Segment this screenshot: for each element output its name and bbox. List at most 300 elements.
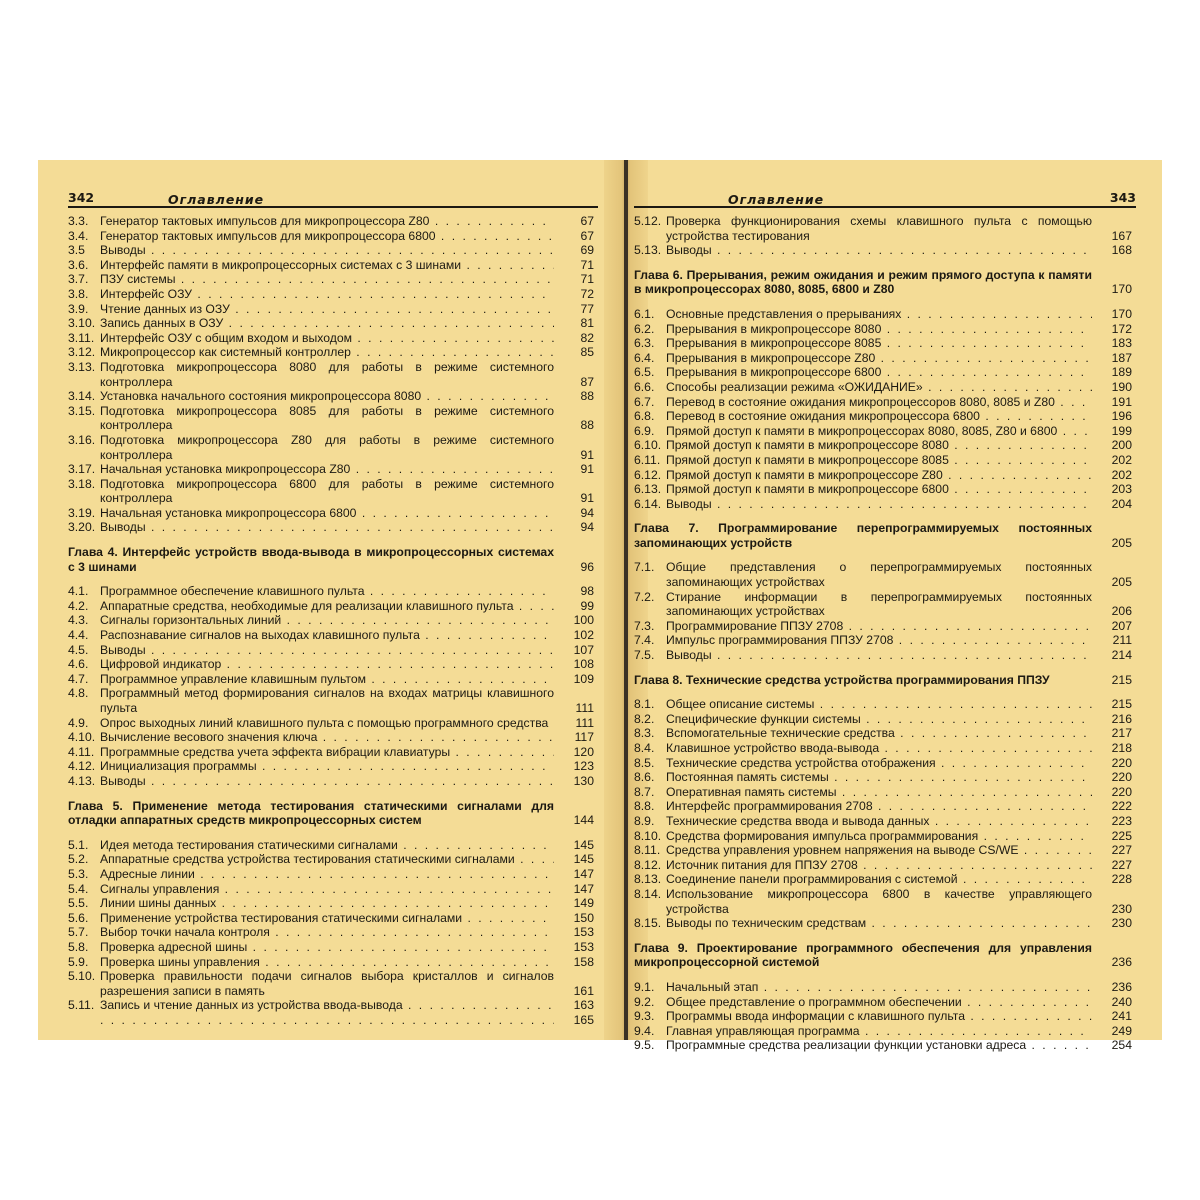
- section-title: Средства формирования импульса программирования . . .: [666, 829, 1092, 844]
- toc-entry: [634, 843, 1136, 858]
- chapter-page-number: 144: [573, 813, 594, 828]
- section-title: Подготовка микропроцессора 8080 для работы в режиме системного контроллера: [100, 359, 554, 389]
- section-page-number: 161: [573, 983, 594, 998]
- section-title: Общие представления о перепрограммируемых постоянных запоминающих устройствах: [666, 560, 1092, 590]
- section-number: 6.14.: [634, 496, 662, 511]
- section-number: 4.8.: [68, 686, 89, 701]
- section-title: Начальная установка микропроцессора 6800 . . .: [100, 506, 554, 521]
- toc-entry: [68, 774, 598, 789]
- section-title: Сигналы управления . . .: [100, 882, 554, 897]
- toc-entry: [68, 599, 598, 614]
- section-number: 4.6.: [68, 657, 89, 672]
- section-title: [100, 1013, 554, 1028]
- toc-entry: [68, 657, 598, 672]
- chapter-title: Глава 6. Прерывания, режим ожидания и режим прямого доступа к памяти в микропроцессорах 8080, 8085, 6800 и Z80: [634, 267, 1092, 297]
- section-number: 5.4.: [68, 881, 89, 896]
- section-title: Прерывания в микропроцессоре 8080 . . .: [666, 322, 1092, 337]
- section-number: 3.20.: [68, 520, 96, 535]
- section-title: Подготовка микропроцессора 8085 для работы в режиме системного контроллера: [100, 403, 554, 433]
- section-page-number: 158: [573, 954, 594, 969]
- section-title: Запись данных в ОЗУ . . .: [100, 316, 554, 331]
- section-number: 5.12.: [634, 214, 662, 228]
- section-number: 4.10.: [68, 730, 96, 745]
- section-number: 6.6.: [634, 379, 655, 394]
- section-page-number: 111: [575, 701, 594, 715]
- section-page-number: 204: [1111, 496, 1132, 511]
- section-page-number: 217: [1111, 726, 1132, 741]
- section-title: Технические средства устройства отображения . . .: [666, 756, 1092, 771]
- section-number: 5.6.: [68, 910, 89, 925]
- toc-entry: [634, 712, 1136, 727]
- section-number: 3.9.: [68, 301, 89, 316]
- section-title: Выводы . . .: [666, 648, 1092, 663]
- section-title: Выводы . . .: [666, 497, 1092, 512]
- section-number: 5.13.: [634, 243, 662, 258]
- section-title: Подготовка микропроцессора Z80 для работы в режиме системного контроллера: [100, 432, 554, 462]
- section-number: 5.10.: [68, 969, 96, 984]
- section-page-number: 183: [1111, 336, 1132, 351]
- toc-entry: [68, 955, 598, 970]
- toc-entry: [634, 560, 1136, 589]
- toc-entry: [68, 272, 598, 287]
- section-number: 4.12.: [68, 759, 96, 774]
- toc-entry: [634, 887, 1136, 916]
- section-title: Начальная установка микропроцессора Z80 . . .: [100, 462, 554, 477]
- section-title: Источник питания для ППЗУ 2708 . . .: [666, 858, 1092, 873]
- section-number: 8.15.: [634, 916, 662, 931]
- toc-entry: [634, 307, 1136, 322]
- section-title: Выбор точки начала контроля . . .: [100, 925, 554, 940]
- section-number: 6.1.: [634, 306, 655, 321]
- section-number: 8.2.: [634, 711, 655, 726]
- section-number: 5.2.: [68, 852, 89, 867]
- section-title: Генератор тактовых импульсов для микропроцессора Z80 . . .: [100, 214, 554, 229]
- toc-entry: [634, 995, 1136, 1010]
- section-page-number: 216: [1111, 711, 1132, 726]
- toc-entry: [68, 672, 598, 687]
- section-page-number: 91: [580, 447, 594, 462]
- section-page-number: 230: [1111, 901, 1132, 916]
- section-number: 4.11.: [68, 744, 95, 759]
- section-number: 3.11.: [68, 330, 95, 345]
- section-page-number: 163: [573, 998, 594, 1013]
- section-title: Основные представления о прерываниях . . .: [666, 307, 1092, 322]
- toc-entry: [634, 756, 1136, 771]
- section-title: Прямой доступ к памяти в микропроцессоре 8085 . . .: [666, 453, 1092, 468]
- right-page: [634, 188, 1136, 1053]
- section-page-number: 99: [580, 598, 594, 613]
- section-page-number: 215: [1111, 697, 1132, 712]
- section-page-number: 241: [1111, 1009, 1132, 1024]
- section-number: 9.3.: [634, 1009, 655, 1024]
- toc-entry: [68, 745, 598, 760]
- section-number: 8.8.: [634, 799, 655, 814]
- section-page-number: 220: [1111, 784, 1132, 799]
- toc-entry: [68, 584, 598, 599]
- toc-entry: [634, 697, 1136, 712]
- toc-entry: [634, 497, 1136, 512]
- toc-entry: [68, 867, 598, 882]
- section-number: 6.10.: [634, 438, 662, 453]
- right-toc: [634, 214, 1136, 1053]
- section-number: 9.1.: [634, 979, 655, 994]
- section-title: Подготовка микропроцессора 6800 для работы в режиме системного контроллера: [100, 476, 554, 506]
- chapter-page-number: 96: [580, 559, 594, 574]
- section-number: 6.2.: [634, 321, 655, 336]
- section-page-number: 87: [580, 374, 594, 389]
- section-number: 7.1.: [634, 560, 655, 575]
- section-page-number: 207: [1111, 618, 1132, 633]
- section-page-number: 225: [1111, 828, 1132, 843]
- section-page-number: 202: [1111, 467, 1132, 482]
- section-title: Распознавание сигналов на выходах клавишного пульта . . .: [100, 628, 554, 643]
- section-title: Начальный этап . . .: [666, 980, 1092, 995]
- section-page-number: 240: [1111, 994, 1132, 1009]
- section-number: 3.16.: [68, 432, 96, 447]
- section-number: 3.17.: [68, 462, 96, 477]
- section-page-number: 123: [573, 759, 594, 774]
- toc-entry: [68, 520, 598, 535]
- toc-entry: [634, 365, 1136, 380]
- section-number: 4.1.: [68, 584, 89, 599]
- section-number: 5.3.: [68, 866, 89, 881]
- section-number: 3.5: [68, 243, 85, 258]
- section-page-number: 172: [1111, 321, 1132, 336]
- left-page-header: [68, 188, 598, 208]
- toc-entry: [634, 482, 1136, 497]
- section-title: Постоянная память системы . . .: [666, 770, 1092, 785]
- section-number: 6.4.: [634, 350, 655, 365]
- section-page-number: 203: [1111, 482, 1132, 497]
- section-title: Прямой доступ к памяти в микропроцессорах 8080, 8085, Z80 и 6800 . . .: [666, 424, 1092, 439]
- section-number: 6.12.: [634, 467, 662, 482]
- section-number: 8.1.: [634, 697, 655, 712]
- toc-entry: [634, 829, 1136, 844]
- toc-entry: [68, 628, 598, 643]
- section-title: Проверка правильности подачи сигналов выбора кристаллов и сигналов разрешения записи в память: [100, 969, 554, 998]
- section-page-number: 147: [573, 866, 594, 881]
- section-title: Программные средства учета эффекта вибрации клавиатуры . . .: [100, 745, 554, 760]
- toc-entry: [68, 730, 598, 745]
- section-page-number: 94: [580, 505, 594, 520]
- section-page-number: 117: [574, 730, 594, 745]
- toc-entry: [68, 258, 598, 273]
- section-page-number: 170: [1111, 306, 1132, 321]
- section-page-number: 91: [580, 462, 594, 477]
- section-page-number: 191: [1111, 394, 1132, 409]
- toc-entry: [68, 462, 598, 477]
- section-page-number: 236: [1111, 979, 1132, 994]
- chapter-page-number: 215: [1111, 672, 1132, 687]
- section-number: 3.15.: [68, 403, 96, 418]
- section-page-number: 71: [580, 272, 594, 287]
- left-toc: [68, 214, 598, 1027]
- section-page-number: 249: [1111, 1023, 1132, 1038]
- section-page-number: 94: [580, 520, 594, 535]
- left-page-number: 342: [68, 190, 95, 205]
- section-title: Вспомогательные технические средства . . .: [666, 726, 1092, 741]
- toc-entry: [634, 453, 1136, 468]
- section-title: Перевод в состояние ожидания микропроцессора 6800 . . .: [666, 409, 1092, 424]
- section-page-number: 220: [1111, 770, 1132, 785]
- toc-entry: [634, 799, 1136, 814]
- section-page-number: 220: [1111, 755, 1132, 770]
- section-page-number: 107: [573, 642, 594, 657]
- toc-entry: [68, 998, 598, 1013]
- section-title: Программный метод формирования сигналов на входах матрицы клавишного пульта: [100, 686, 554, 715]
- toc-entry: [634, 916, 1136, 931]
- toc-entry: [68, 969, 598, 998]
- section-page-number: 81: [580, 316, 594, 331]
- section-page-number: 77: [580, 301, 594, 316]
- toc-entry: [68, 940, 598, 955]
- section-page-number: 145: [573, 837, 594, 852]
- section-number: 8.5.: [634, 755, 655, 770]
- section-title: Интерфейс памяти в микропроцессорных системах с 3 шинами . . .: [100, 258, 554, 273]
- section-number: 8.4.: [634, 741, 655, 755]
- toc-entry: [634, 214, 1136, 243]
- section-number: 4.7.: [68, 671, 89, 686]
- section-title: Оперативная память системы . . .: [666, 785, 1092, 800]
- section-number: 5.1.: [68, 837, 89, 852]
- section-number: 3.18.: [68, 476, 96, 491]
- section-page-number: 222: [1111, 799, 1132, 814]
- section-number: 6.3.: [634, 336, 655, 351]
- toc-entry: [634, 590, 1136, 619]
- section-page-number: 98: [580, 584, 594, 599]
- section-number: 6.13.: [634, 482, 662, 497]
- toc-entry: [68, 287, 598, 302]
- toc-entry: [634, 336, 1136, 351]
- section-number: 3.13.: [68, 359, 96, 374]
- toc-entry: [634, 395, 1136, 410]
- section-page-number: 200: [1111, 438, 1132, 453]
- section-title: Прерывания в микропроцессоре Z80 . . .: [666, 351, 1092, 366]
- toc-entry: [68, 1013, 598, 1028]
- section-number: 9.2.: [634, 994, 655, 1009]
- section-title: Проверка адресной шины . . .: [100, 940, 554, 955]
- toc-entry: [68, 243, 598, 258]
- section-title: Проверка функционирования схемы клавишного пульта с помощью устройства тестирования: [666, 214, 1092, 243]
- section-title: Прямой доступ к памяти в микропроцессоре Z80 . . .: [666, 468, 1092, 483]
- chapter-page-number: 205: [1111, 535, 1132, 550]
- section-title: Применение устройства тестирования статическими сигналами . . .: [100, 911, 554, 926]
- toc-entry: [68, 896, 598, 911]
- section-title: Выводы . . .: [100, 243, 554, 258]
- section-number: 4.4.: [68, 628, 89, 643]
- section-page-number: 187: [1111, 350, 1132, 365]
- toc-entry: [68, 229, 598, 244]
- toc-entry: [634, 741, 1136, 756]
- section-number: 3.4.: [68, 228, 89, 243]
- section-title: ПЗУ системы . . .: [100, 272, 554, 287]
- toc-entry: [68, 613, 598, 628]
- section-title: Клавишное устройство ввода-вывода . . .: [666, 741, 1092, 756]
- section-title: Программное управление клавишным пультом . . .: [100, 672, 554, 687]
- section-number: 8.6.: [634, 770, 655, 785]
- toc-entry: [634, 351, 1136, 366]
- section-title: Программы ввода информации с клавишного пульта . . .: [666, 1009, 1092, 1024]
- section-page-number: 150: [573, 910, 594, 925]
- toc-entry: [68, 716, 598, 731]
- section-number: 4.5.: [68, 642, 89, 657]
- toc-entry: [634, 980, 1136, 995]
- toc-entry: [634, 648, 1136, 663]
- toc-entry: [68, 477, 598, 506]
- toc-entry: [634, 424, 1136, 439]
- toc-entry: [68, 433, 598, 462]
- toc-entry: [634, 1009, 1136, 1024]
- section-page-number: 189: [1111, 365, 1132, 380]
- section-number: 3.12.: [68, 345, 96, 360]
- section-page-number: 218: [1111, 741, 1132, 755]
- chapter-title: Глава 4. Интерфейс устройств ввода-вывода в микропроцессорных системах с 3 шинами: [68, 545, 554, 574]
- section-page-number: 67: [580, 214, 594, 228]
- section-number: 8.7.: [634, 784, 655, 799]
- toc-entry: [634, 814, 1136, 829]
- section-number: 7.5.: [634, 648, 655, 663]
- toc-entry: [68, 911, 598, 926]
- section-number: 8.3.: [634, 726, 655, 741]
- toc-entry: [634, 785, 1136, 800]
- chapter-title: Глава 5. Применение метода тестирования статическими сигналами для отладки аппаратных средств микропроцессорных систем: [68, 798, 554, 828]
- toc-entry: [68, 506, 598, 521]
- section-title: Инициализация программы . . .: [100, 759, 554, 774]
- section-title: Вычисление весового значения ключа . . .: [100, 730, 554, 745]
- section-page-number: 71: [580, 257, 594, 272]
- section-title: Генератор тактовых импульсов для микропроцессора 6800 . . .: [100, 229, 554, 244]
- section-title: Программирование ППЗУ 2708 . . .: [666, 619, 1092, 634]
- toc-entry: [68, 331, 598, 346]
- section-page-number: 153: [573, 939, 594, 954]
- section-number: 5.7.: [68, 925, 89, 940]
- toc-entry: [634, 1024, 1136, 1039]
- section-number: 8.9.: [634, 813, 655, 828]
- toc-entry: [68, 360, 598, 389]
- section-number: 7.4.: [634, 633, 655, 648]
- section-page-number: 254: [1111, 1038, 1132, 1053]
- section-number: 5.5.: [68, 896, 89, 911]
- toc-entry: [68, 759, 598, 774]
- section-page-number: 102: [573, 628, 594, 643]
- section-page-number: 109: [573, 671, 594, 686]
- section-page-number: 85: [580, 345, 594, 360]
- section-title: Аппаратные средства, необходимые для реализации клавишного пульта . . .: [100, 599, 554, 614]
- section-page-number: 211: [1112, 633, 1132, 648]
- toc-entry: [634, 380, 1136, 395]
- section-title: Соединение панели программирования с системой . . .: [666, 872, 1092, 887]
- section-page-number: 147: [573, 881, 594, 896]
- section-page-number: 69: [580, 243, 594, 258]
- section-title: Интерфейс программирования 2708 . . .: [666, 799, 1092, 814]
- section-page-number: 149: [573, 896, 594, 911]
- section-number: 3.19.: [68, 505, 96, 520]
- toc-entry: [634, 872, 1136, 887]
- right-page-number: 343: [1109, 190, 1136, 205]
- chapter-heading: [634, 268, 1136, 297]
- section-page-number: 100: [573, 613, 594, 628]
- section-title: Программное обеспечение клавишного пульта . . .: [100, 584, 554, 599]
- section-page-number: 190: [1111, 379, 1132, 394]
- right-page-header: [634, 188, 1136, 208]
- section-title: Чтение данных из ОЗУ . . .: [100, 302, 554, 317]
- section-title: Использование микропроцессора 6800 в качестве управляющего устройства: [666, 886, 1092, 916]
- toc-entry: [68, 925, 598, 940]
- section-title: Программные средства реализации функции установки адреса . . .: [666, 1038, 1092, 1053]
- section-number: 5.9.: [68, 954, 89, 969]
- section-number: 6.11.: [634, 452, 661, 467]
- section-title: Прямой доступ к памяти в микропроцессоре 6800 . . .: [666, 482, 1092, 497]
- toc-entry: [68, 686, 598, 715]
- section-title: Средства управления уровнем напряжения на выводе CS/WE . . .: [666, 843, 1092, 858]
- section-number: 3.14.: [68, 389, 96, 404]
- chapter-heading: [634, 521, 1136, 550]
- section-title: Линии шины данных . . .: [100, 896, 554, 911]
- toc-entry: [634, 409, 1136, 424]
- section-page-number: 227: [1111, 843, 1132, 858]
- section-number: 7.2.: [634, 589, 655, 604]
- section-title: Прямой доступ к памяти в микропроцессоре 8080 . . .: [666, 438, 1092, 453]
- section-title: Идея метода тестирования статическими сигналами . . .: [100, 838, 554, 853]
- section-number: 9.5.: [634, 1038, 655, 1053]
- section-title: Аппаратные средства устройства тестирования статическими сигналами . . .: [100, 852, 554, 867]
- section-title: Общее описание системы . . .: [666, 697, 1092, 712]
- section-number: 8.14.: [634, 886, 662, 901]
- section-page-number: 167: [1111, 228, 1132, 243]
- toc-entry: [68, 404, 598, 433]
- section-page-number: 230: [1111, 916, 1132, 931]
- section-number: 3.10.: [68, 316, 96, 331]
- toc-entry: [634, 438, 1136, 453]
- chapter-title: Глава 9. Проектирование программного обеспечения для управления микропроцессорной системой: [634, 940, 1092, 970]
- section-number: 5.8.: [68, 939, 89, 954]
- section-title: Выводы . . .: [666, 243, 1092, 258]
- chapter-heading: [634, 941, 1136, 970]
- toc-entry: [634, 726, 1136, 741]
- section-title: Интерфейс ОЗУ . . .: [100, 287, 554, 302]
- toc-entry: [68, 316, 598, 331]
- section-page-number: 206: [1111, 604, 1132, 619]
- section-title: Выводы . . .: [100, 643, 554, 658]
- section-page-number: 214: [1111, 648, 1132, 663]
- section-page-number: 88: [580, 389, 594, 404]
- section-title: Перевод в состояние ожидания микропроцессоров 8080, 8085 и Z80 . . .: [666, 395, 1092, 410]
- section-number: 4.9.: [68, 715, 89, 730]
- right-page-running-title: Оглавление: [728, 192, 825, 207]
- section-number: 6.7.: [634, 394, 655, 409]
- section-page-number: 168: [1111, 243, 1132, 258]
- section-page-number: 228: [1111, 872, 1132, 887]
- toc-entry: [68, 214, 598, 229]
- section-number: 8.13.: [634, 872, 662, 887]
- chapter-page-number: 236: [1111, 955, 1132, 970]
- section-title: Выводы . . .: [100, 774, 554, 789]
- section-number: 7.3.: [634, 618, 655, 633]
- section-number: 3.7.: [68, 272, 89, 287]
- section-title: Адресные линии . . .: [100, 867, 554, 882]
- toc-entry: [634, 858, 1136, 873]
- section-title: Сигналы горизонтальных линий . . .: [100, 613, 554, 628]
- section-number: 6.5.: [634, 365, 655, 380]
- section-title: Установка начального состояния микропроцессора 8080 . . .: [100, 389, 554, 404]
- section-page-number: 67: [580, 228, 594, 243]
- section-title: Прерывания в микропроцессоре 8085 . . .: [666, 336, 1092, 351]
- section-title: Запись и чтение данных из устройства ввода-вывода . . .: [100, 998, 554, 1013]
- section-page-number: 223: [1111, 813, 1132, 828]
- section-number: 8.11.: [634, 843, 661, 858]
- section-page-number: 120: [573, 744, 594, 759]
- section-number: 3.3.: [68, 214, 89, 228]
